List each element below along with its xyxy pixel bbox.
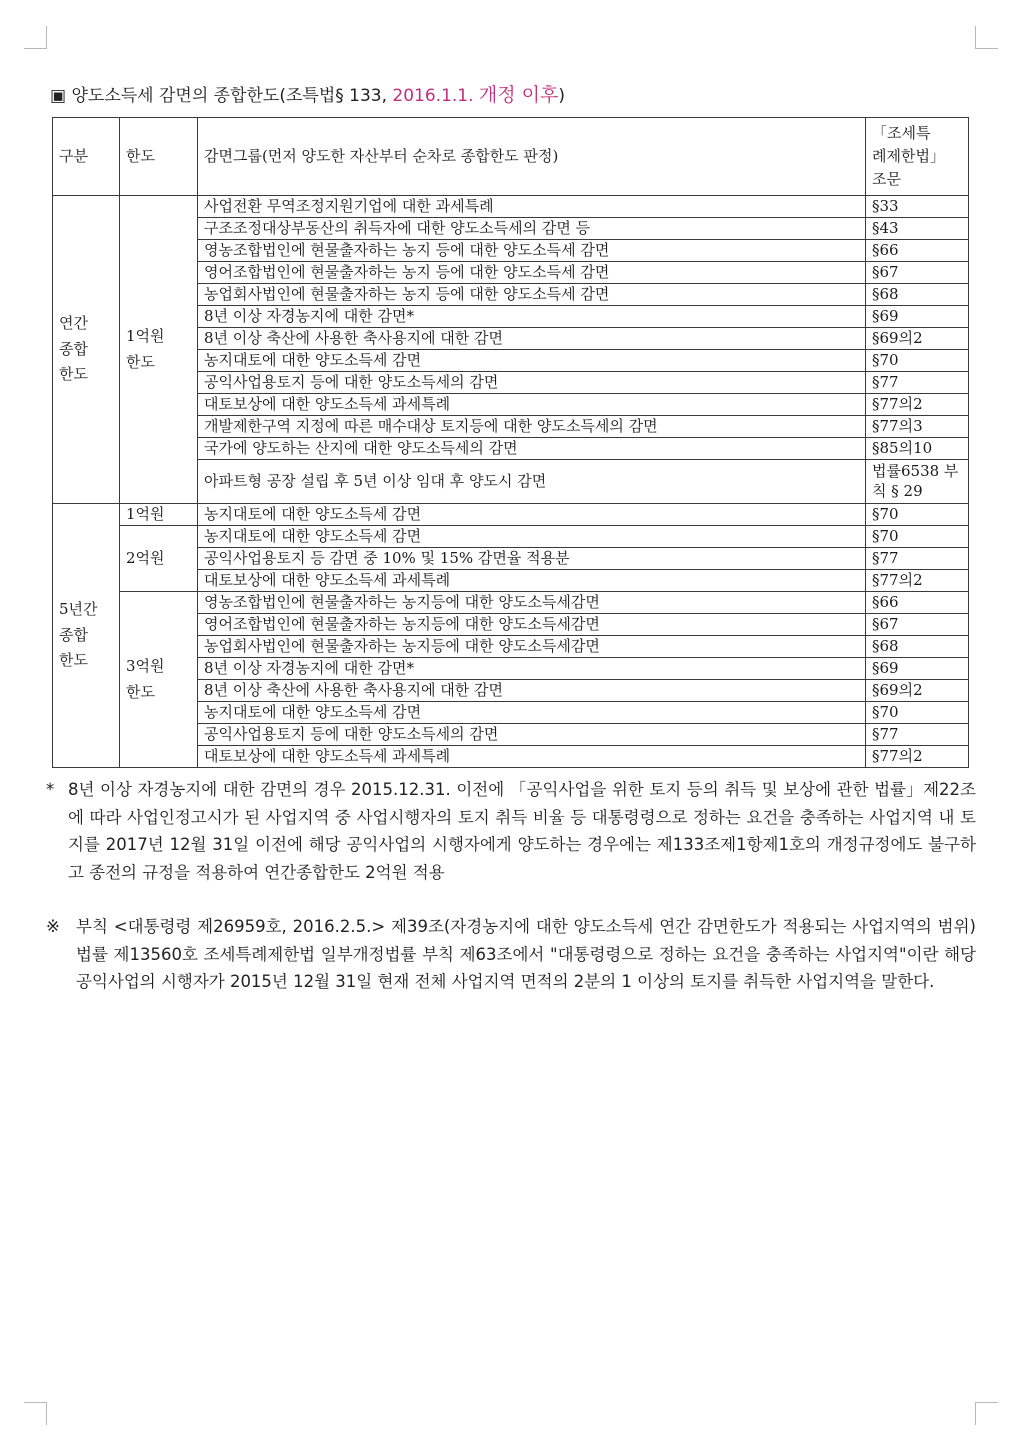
article-cell: §70 [866,526,969,548]
table-row [53,592,969,614]
group-cell: 8년 이상 축산에 사용한 축사용지에 대한 감면 [198,680,866,702]
limit-five-year-3-line: 한도 [126,682,155,701]
article-cell: §70 [866,504,969,526]
category-annual-line: 종합 [59,339,88,358]
limit-five-year-2: 2억원 [120,526,198,592]
header-category: 구분 [53,118,120,196]
title-close: ) [558,86,566,106]
table-row [53,504,969,526]
article-cell: §77의3 [866,416,969,438]
footnote-reference-text: 부칙 <대통령령 제26959호, 2016.2.5.> 제39조(자경농지에 대한 양도소득세 연간 감면한도가 적용되는 사업지역의 범위) 법률 제13560호 조세특례제한법 일부개정법률 부칙 제63조에서 "대통령령으로 정하는 요건을 충족하는 사업지역"이란 해당 공익사업의 시행자가 2015년 12월 31일 현재 전체 사업지역 면적의 2분의 1 이상의 토지를 취득한 사업지역을 말한다. [76,917,976,991]
article-cell: §67 [866,262,969,284]
group-cell: 8년 이상 축산에 사용한 축사용지에 대한 감면 [198,328,866,350]
group-cell: 영어조합법인에 현물출자하는 농지등에 대한 양도소득세감면 [198,614,866,636]
group-cell: 대토보상에 대한 양도소득세 과세특례 [198,746,866,768]
limit-annual-line: 1억원 [126,327,165,345]
crop-mark-top-left [24,26,47,49]
category-annual-line: 연간 [59,314,88,333]
category-five-year-line: 한도 [59,651,88,670]
article-cell: §69의2 [866,680,969,702]
category-five-year-line: 5년간 [59,600,98,619]
limit-annual [120,196,198,504]
article-cell: §77의2 [866,746,969,768]
article-cell: §70 [866,350,969,372]
table-row [53,526,969,548]
article-cell: §77 [866,372,969,394]
group-cell: 농업회사법인에 현물출자하는 농지 등에 대한 양도소득세 감면 [198,284,866,306]
footnote-asterisk-text: 8년 이상 자경농지에 대한 감면의 경우 2015.12.31. 이전에 「공익사업을 위한 토지 등의 취득 및 보상에 관한 법률」제22조에 따라 사업인정고시가 된 사업지역 중 사업시행자의 토지 취득 비율 등 대통령령으로 정하는 요건을 충족하는 사업지역 내 토지를 2017년 12월 31일 이전에 해당 공익사업의 시행자에게 양도하는 경우에는 제133조제1항제1호의 개정규정에도 불구하고 종전의 규정을 적용하여 연간종합한도 2억원 적용 [68,780,976,882]
article-cell: §85의10 [866,438,969,460]
crop-mark-top-right [975,26,998,49]
article-cell: §68 [866,636,969,658]
header-article-line3: 조문 [872,170,901,189]
group-cell: 개발제한구역 지정에 따른 매수대상 토지등에 대한 양도소득세의 감면 [198,416,866,438]
article-cell: §33 [866,196,969,218]
article-cell: §69의2 [866,328,969,350]
group-cell: 영농조합법인에 현물출자하는 농지등에 대한 양도소득세감면 [198,592,866,614]
article-cell: §77 [866,548,969,570]
group-cell: 구조조정대상부동산의 취득자에 대한 양도소득세의 감면 등 [198,218,866,240]
group-cell: 농지대토에 대한 양도소득세 감면 [198,526,866,548]
group-cell: 농지대토에 대한 양도소득세 감면 [198,702,866,724]
article-cell: 법률6538 부칙 § 29 [866,460,969,504]
limit-five-year-3 [120,592,198,768]
article-cell: §66 [866,240,969,262]
group-cell: 8년 이상 자경농지에 대한 감면* [198,658,866,680]
section-title [50,80,565,107]
article-cell: §77의2 [866,570,969,592]
title-revision: 개정 이후 [478,84,559,106]
reference-mark: ※ [46,917,60,936]
header-article-line1: 「조세특 [872,123,931,142]
title-date: 2016.1.1. [392,86,474,106]
group-cell: 농지대토에 대한 양도소득세 감면 [198,504,866,526]
reduction-limit-table [52,117,969,768]
group-cell: 농지대토에 대한 양도소득세 감면 [198,350,866,372]
article-cell: §70 [866,702,969,724]
asterisk-mark: * [46,780,55,799]
header-article [866,118,969,196]
group-cell: 아파트형 공장 설립 후 5년 이상 임대 후 양도시 감면 [198,460,866,504]
category-five-year-line: 종합 [59,625,88,644]
article-cell: §43 [866,218,969,240]
article-cell: §69 [866,658,969,680]
limit-annual-line: 한도 [126,352,155,371]
crop-mark-bottom-left [24,1402,47,1425]
article-cell: §69 [866,306,969,328]
group-cell: 공익사업용토지 등에 대한 양도소득세의 감면 [198,372,866,394]
table-row [53,196,969,218]
group-cell: 공익사업용토지 등 감면 중 10% 및 15% 감면율 적용분 [198,548,866,570]
header-group: 감면그룹(먼저 양도한 자산부터 순차로 종합한도 판정) [198,118,866,196]
group-cell: 영농조합법인에 현물출자하는 농지 등에 대한 양도소득세 감면 [198,240,866,262]
table-header-row [53,118,969,196]
group-cell: 농업회사법인에 현물출자하는 농지등에 대한 양도소득세감면 [198,636,866,658]
group-cell: 영어조합법인에 현물출자하는 농지 등에 대한 양도소득세 감면 [198,262,866,284]
article-cell: §66 [866,592,969,614]
article-cell: §67 [866,614,969,636]
category-annual [53,196,120,504]
header-limit: 한도 [120,118,198,196]
limit-five-year-1: 1억원 [120,504,198,526]
footnotes [46,776,976,996]
group-cell: 대토보상에 대한 양도소득세 과세특례 [198,570,866,592]
header-article-line2: 례제한법」 [872,146,945,165]
square-bullet-icon: ▣ [50,86,67,106]
group-cell: 대토보상에 대한 양도소득세 과세특례 [198,394,866,416]
title-text: 양도소득세 감면의 종합한도(조특법§ 133, [71,86,387,106]
crop-mark-bottom-right [975,1402,998,1425]
limit-five-year-3-line: 3억원 [126,657,165,675]
article-cell: §77 [866,724,969,746]
category-five-year [53,504,120,768]
footnote-asterisk [46,776,976,886]
group-cell: 공익사업용토지 등에 대한 양도소득세의 감면 [198,724,866,746]
article-cell: §68 [866,284,969,306]
article-cell: §77의2 [866,394,969,416]
group-cell: 사업전환 무역조정지원기업에 대한 과세특례 [198,196,866,218]
group-cell: 8년 이상 자경농지에 대한 감면* [198,306,866,328]
footnote-reference [46,913,976,996]
group-cell: 국가에 양도하는 산지에 대한 양도소득세의 감면 [198,438,866,460]
category-annual-line: 한도 [59,365,88,384]
